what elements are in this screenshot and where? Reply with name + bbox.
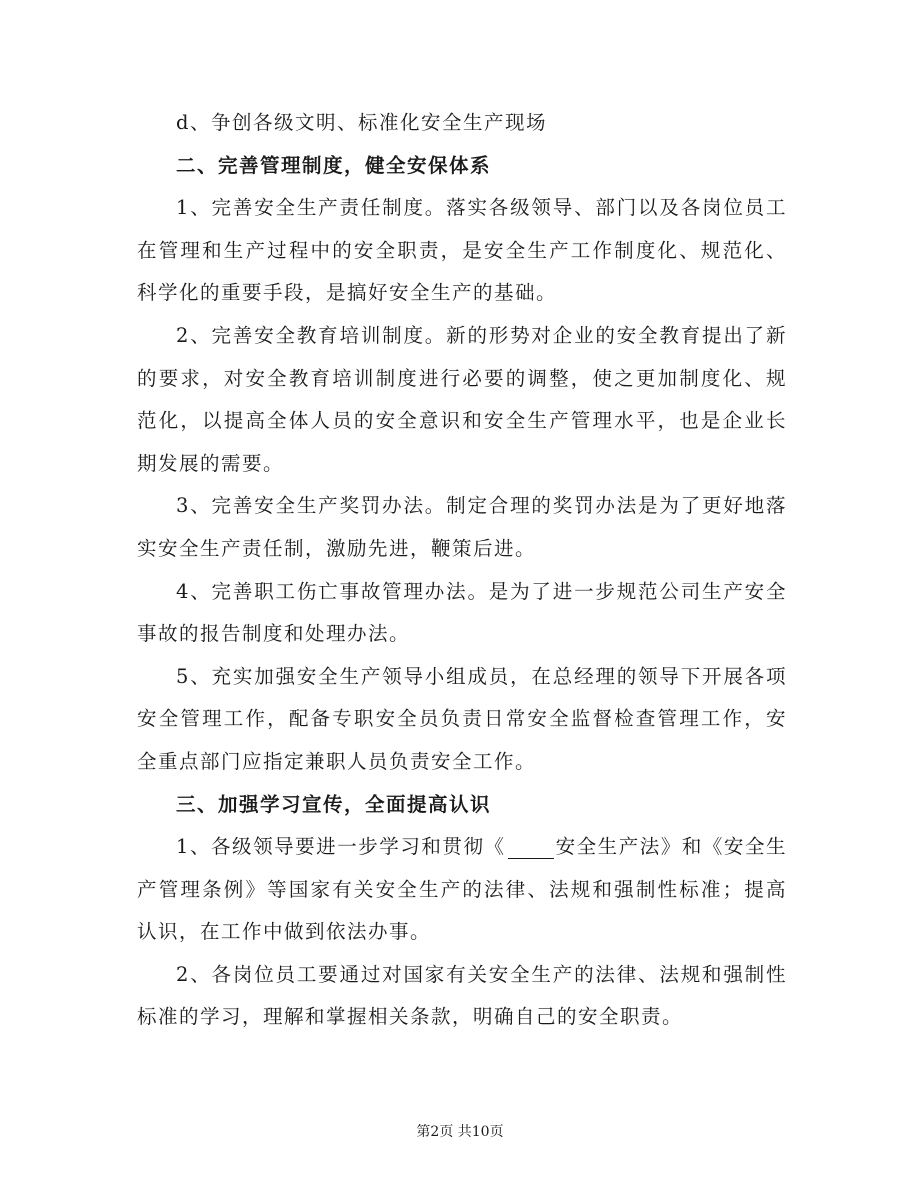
- list-item-d: d、争创各级文明、标准化安全生产现场: [176, 111, 547, 134]
- section-heading-2: 二、完善管理制度，健全安保体系: [176, 153, 492, 177]
- paragraph-training-system: 2、完善安全教育培训制度。新的形势对企业的安全教育提出了新的要求，对安全教育培训制度进行必要的调整，使之更加制度化、规范化，以提高全体人员的安全意识和安全生产管理水平，也是企业长期发展的需要。: [137, 323, 787, 475]
- page-number-footer: 第2页 共10页: [416, 1124, 504, 1140]
- paragraph-responsibility-system: 1、完善安全生产责任制度。落实各级领导、部门以及各岗位员工在管理和生产过程中的安全职责，是安全生产工作制度化、规范化、科学化的重要手段，是搞好安全生产的基础。: [137, 196, 787, 305]
- fill-in-blank: [508, 838, 554, 859]
- paragraph-leaders-study: [137, 826, 787, 954]
- paragraph-staff-study: 2、各岗位员工要通过对国家有关安全生产的法律、法规和强制性标准的学习，理解和掌握相关条款，明确自己的安全职责。: [137, 962, 787, 1029]
- paragraph-reward-punishment: 3、完善安全生产奖罚办法。制定合理的奖罚办法是为了更好地落实安全生产责任制，激励先进，鞭策后进。: [137, 494, 787, 560]
- paragraph-leadership-group: 5、充实加强安全生产领导小组成员，在总经理的领导下开展各项安全管理工作，配备专职安全员负责日常安全监督检查管理工作，安全重点部门应指定兼职人员负责安全工作。: [137, 664, 787, 773]
- paragraph-leaders-study-after: 安全生产法》和《安全生产管理条例》等国家有关安全生产的法律、法规和强制性标准；提高认识，在工作中做到依法办事。: [137, 835, 787, 944]
- section-heading-3: 三、加强学习宣传，全面提高认识: [176, 792, 492, 816]
- document-body: [137, 102, 787, 1039]
- paragraph-accident-management: 4、完善职工伤亡事故管理办法。是为了进一步规范公司生产安全事故的报告制度和处理办法。: [137, 579, 787, 646]
- paragraph-leaders-study-before: 1、各级领导要进一步学习和贯彻《: [176, 835, 506, 859]
